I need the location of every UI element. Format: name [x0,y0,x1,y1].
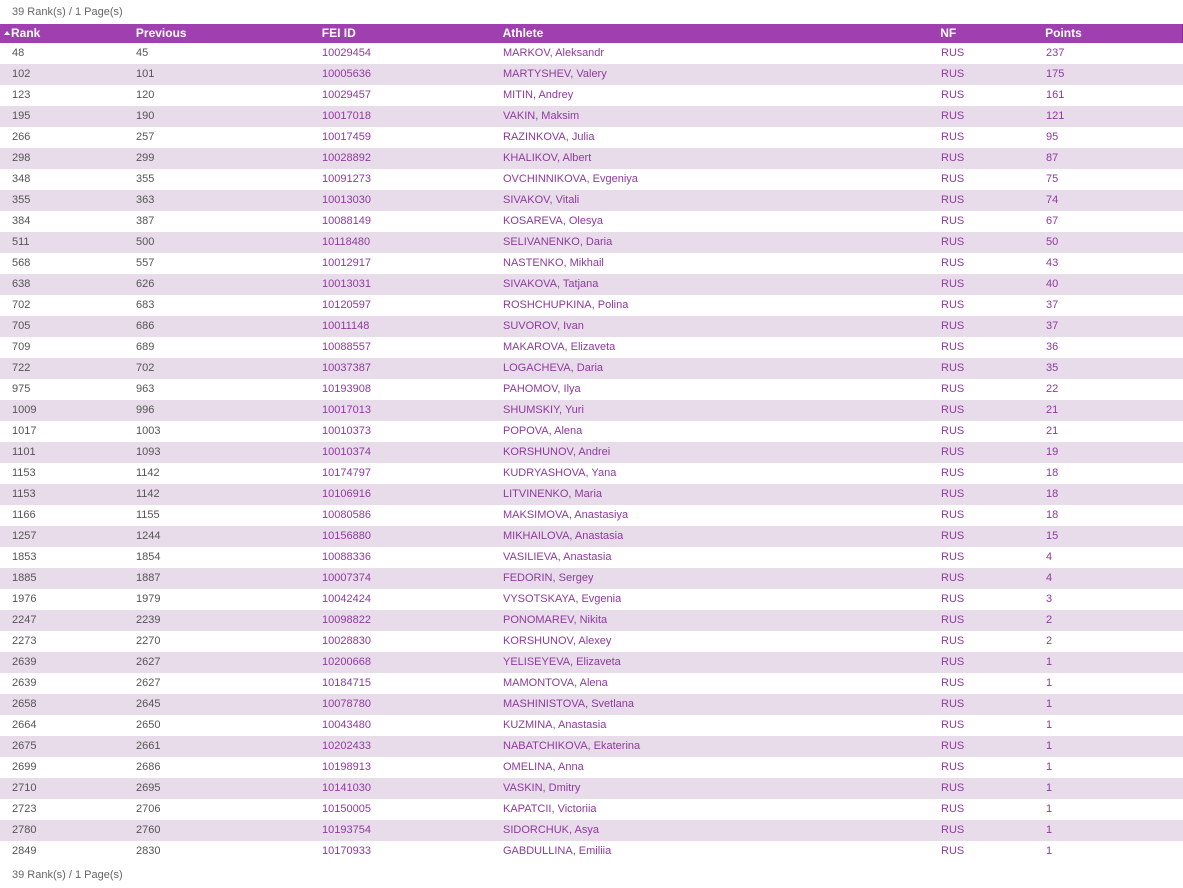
cell-fei-id-link[interactable]: 10011148 [322,320,370,332]
cell-points-link[interactable]: 21 [1046,404,1059,416]
cell-nf-link[interactable]: RUS [941,593,965,605]
cell-rank: 709 [12,341,31,353]
cell-previous: 1979 [136,593,161,605]
cell-points-link[interactable]: 175 [1046,68,1065,80]
cell-athlete-link[interactable]: MARTYSHEV, Valery [503,68,607,80]
table-row [0,841,1183,862]
cell-previous: 689 [136,341,155,353]
cell-fei-id-link[interactable]: 10174797 [322,467,371,479]
cell-nf-link[interactable]: RUS [941,740,965,752]
cell-previous: 1155 [136,509,160,521]
table-row [0,190,1183,211]
cell-rank: 48 [12,47,25,59]
cell-previous: 1003 [136,425,161,437]
cell-previous: 1244 [136,530,161,542]
cell-rank: 1976 [12,593,37,605]
cell-nf-link[interactable]: RUS [941,383,965,395]
cell-fei-id-link[interactable]: 10017013 [322,404,371,416]
table-row [0,778,1183,799]
cell-nf-link[interactable]: RUS [941,257,965,269]
cell-rank: 2780 [12,824,37,836]
results-summary-top: 39 Rank(s) / 1 Page(s) [12,6,123,18]
cell-nf-link[interactable]: RUS [941,89,965,101]
cell-points-link[interactable]: 50 [1046,236,1059,248]
table-row [0,547,1183,568]
column-header-fei-id[interactable]: FEI ID [321,26,356,40]
cell-points-link[interactable]: 1 [1046,677,1053,689]
cell-rank: 2699 [12,761,37,773]
cell-nf-link[interactable]: RUS [941,341,965,353]
cell-fei-id-link[interactable]: 10202433 [322,740,371,752]
cell-points-link[interactable]: 37 [1046,320,1059,332]
sort-ascending-icon [4,31,10,35]
cell-nf-link[interactable]: RUS [941,425,965,437]
cell-rank: 975 [12,383,31,395]
cell-fei-id-link[interactable]: 10078780 [322,698,371,710]
table-row [0,295,1183,316]
cell-athlete-link[interactable]: MITIN, Andrey [503,89,574,101]
cell-rank: 2639 [12,656,37,668]
cell-athlete-link[interactable]: KUDRYASHOVA, Yana [503,467,617,479]
cell-athlete-link[interactable]: KORSHUNOV, Andrei [503,446,611,458]
cell-previous: 557 [136,257,155,269]
table-row [0,106,1183,127]
cell-nf-link[interactable]: RUS [941,404,965,416]
cell-previous: 2270 [136,635,161,647]
column-header-athlete[interactable]: Athlete [502,26,544,40]
cell-previous: 2661 [136,740,161,752]
cell-athlete-link[interactable]: PONOMAREV, Nikita [503,614,608,626]
cell-rank: 1153 [12,467,36,479]
cell-previous: 1887 [136,572,161,584]
cell-previous: 2760 [136,824,161,836]
cell-previous: 355 [136,173,155,185]
table-row [0,442,1183,463]
cell-athlete-link[interactable]: MAKSIMOVA, Anastasiya [503,509,629,521]
cell-fei-id-link[interactable]: 10017459 [322,131,371,143]
cell-previous: 702 [136,362,155,374]
cell-nf-link[interactable]: RUS [941,236,965,248]
cell-previous: 387 [136,215,155,227]
cell-points-link[interactable]: 18 [1046,509,1059,521]
table-row [0,421,1183,442]
cell-fei-id-link[interactable]: 10010374 [322,446,371,458]
cell-previous: 2830 [136,845,161,857]
cell-nf-link[interactable]: RUS [941,215,965,227]
cell-points-link[interactable]: 2 [1046,614,1053,626]
table-row [0,253,1183,274]
cell-previous: 996 [136,404,155,416]
table-row [0,337,1183,358]
cell-nf-link[interactable]: RUS [941,47,965,59]
cell-nf-link[interactable]: RUS [941,824,965,836]
table-row [0,526,1183,547]
cell-nf-link[interactable]: RUS [941,131,965,143]
cell-rank: 702 [12,299,31,311]
table-row [0,799,1183,820]
cell-nf-link[interactable]: RUS [941,719,965,731]
cell-fei-id-link[interactable]: 10029457 [322,89,371,101]
cell-athlete-link[interactable]: KHALIKOV, Albert [503,152,592,164]
cell-points-link[interactable]: 161 [1046,89,1065,101]
cell-fei-id-link[interactable]: 10080586 [322,509,371,521]
cell-previous: 2706 [136,803,161,815]
cell-previous: 500 [136,236,155,248]
cell-points-link[interactable]: 36 [1046,341,1059,353]
cell-points-link[interactable]: 18 [1046,467,1059,479]
cell-nf-link[interactable]: RUS [941,614,965,626]
column-header-rank[interactable] [0,24,124,43]
table-row [0,85,1183,106]
cell-previous: 683 [136,299,155,311]
cell-points-link[interactable]: 22 [1046,383,1059,395]
cell-nf-link[interactable]: RUS [941,446,965,458]
table-row [0,610,1183,631]
cell-nf-link[interactable]: RUS [941,803,965,815]
cell-points-link[interactable]: 1 [1046,719,1053,731]
cell-athlete-link[interactable]: OMELINA, Anna [503,761,584,773]
cell-athlete-link[interactable]: RAZINKOVA, Julia [503,131,595,143]
cell-fei-id-link[interactable]: 10088336 [322,551,371,563]
cell-previous: 1854 [136,551,161,563]
column-header-previous[interactable]: Previous [135,26,187,40]
cell-athlete-link[interactable]: OVCHINNIKOVA, Evgeniya [503,173,638,185]
cell-points-link[interactable]: 74 [1046,194,1059,206]
cell-athlete-link[interactable]: KORSHUNOV, Alexey [503,635,612,647]
cell-rank: 355 [12,194,31,206]
cell-rank: 1101 [12,446,36,458]
cell-previous: 2686 [136,761,161,773]
cell-points-link[interactable]: 1 [1046,698,1053,710]
cell-points-link[interactable]: 75 [1046,173,1059,185]
cell-athlete-link[interactable]: SIVAKOVA, Tatjana [503,278,599,290]
cell-athlete-link[interactable]: VASKIN, Dmitry [503,782,581,794]
table-row [0,463,1183,484]
cell-points-link[interactable]: 1 [1046,656,1053,668]
cell-rank: 1257 [12,530,37,542]
cell-previous: 2627 [136,677,161,689]
table-row [0,694,1183,715]
table-row [0,43,1183,64]
table-row [0,232,1183,253]
cell-athlete-link[interactable]: POPOVA, Alena [503,425,583,437]
table-row [0,505,1183,526]
cell-fei-id-link[interactable]: 10120597 [322,299,371,311]
cell-points-link[interactable]: 121 [1046,110,1065,122]
cell-nf-link[interactable]: RUS [941,278,965,290]
cell-fei-id-link[interactable]: 10118480 [322,236,371,248]
cell-fei-id-link[interactable]: 10088149 [322,215,371,227]
cell-points-link[interactable]: 21 [1046,425,1059,437]
cell-fei-id-link[interactable]: 10200668 [322,656,371,668]
cell-previous: 2650 [136,719,161,731]
cell-points-link[interactable]: 1 [1046,761,1053,773]
cell-athlete-link[interactable]: NASTENKO, Mikhail [503,257,604,269]
cell-athlete-link[interactable]: YELISEYEVA, Elizaveta [503,656,621,668]
cell-points-link[interactable]: 87 [1046,152,1059,164]
cell-fei-id-link[interactable]: 10193908 [322,383,371,395]
cell-fei-id-link[interactable]: 10106916 [322,488,371,500]
table-row [0,316,1183,337]
cell-previous: 120 [136,89,155,101]
cell-fei-id-link[interactable]: 10198913 [322,761,371,773]
cell-rank: 102 [12,68,31,80]
results-summary-bottom: 39 Rank(s) / 1 Page(s) [12,869,123,881]
cell-fei-id-link[interactable]: 10029454 [322,47,371,59]
column-header-nf[interactable]: NF [940,26,957,40]
cell-athlete-link[interactable]: NABATCHIKOVA, Ekaterina [503,740,641,752]
cell-fei-id-link[interactable]: 10170933 [322,845,371,857]
cell-nf-link[interactable]: RUS [941,152,965,164]
cell-fei-id-link[interactable]: 10037387 [322,362,371,374]
column-header-points[interactable]: Points [1045,26,1082,40]
cell-points-link[interactable]: 15 [1046,530,1059,542]
cell-athlete-link[interactable]: KUZMINA, Anastasia [503,719,607,731]
cell-rank: 705 [12,320,31,332]
cell-previous: 45 [136,47,149,59]
cell-rank: 2639 [12,677,37,689]
cell-athlete-link[interactable]: SHUMSKIY, Yuri [503,404,584,416]
cell-rank: 568 [12,257,31,269]
table-row [0,211,1183,232]
cell-rank: 1153 [12,488,36,500]
cell-nf-link[interactable]: RUS [941,509,965,521]
cell-rank: 1166 [12,509,36,521]
cell-nf-link[interactable]: RUS [941,362,965,374]
cell-previous: 1142 [136,467,160,479]
cell-athlete-link[interactable]: SUVOROV, Ivan [503,320,584,332]
cell-fei-id-link[interactable]: 10013031 [322,278,371,290]
table-row [0,379,1183,400]
cell-athlete-link[interactable]: VYSOTSKAYA, Evgenia [503,593,622,605]
table-row [0,148,1183,169]
cell-fei-id-link[interactable]: 10043480 [322,719,371,731]
cell-previous: 686 [136,320,155,332]
cell-points-link[interactable]: 67 [1046,215,1059,227]
cell-athlete-link[interactable]: LOGACHEVA, Daria [503,362,604,374]
cell-previous: 257 [136,131,155,143]
cell-points-link[interactable]: 37 [1046,299,1059,311]
cell-nf-link[interactable]: RUS [941,488,965,500]
cell-points-link[interactable]: 1 [1046,803,1053,815]
table-row [0,631,1183,652]
cell-athlete-link[interactable]: GABDULLINA, Emiliia [503,845,612,857]
cell-previous: 1093 [136,446,161,458]
cell-previous: 190 [136,110,155,122]
cell-fei-id-link[interactable]: 10028830 [322,635,371,647]
cell-athlete-link[interactable]: PAHOMOV, Ilya [503,383,581,395]
cell-fei-id-link[interactable]: 10088557 [322,341,371,353]
table-row [0,589,1183,610]
cell-points-link[interactable]: 3 [1046,593,1053,605]
cell-athlete-link[interactable]: VAKIN, Maksim [503,110,580,122]
cell-fei-id-link[interactable]: 10141030 [322,782,371,794]
cell-previous: 299 [136,152,155,164]
cell-nf-link[interactable]: RUS [941,110,965,122]
cell-fei-id-link[interactable]: 10098822 [322,614,371,626]
cell-previous: 2645 [136,698,161,710]
cell-nf-link[interactable]: RUS [941,299,965,311]
cell-nf-link[interactable]: RUS [941,677,965,689]
table-row [0,358,1183,379]
cell-fei-id-link[interactable]: 10010373 [322,425,371,437]
table-row [0,652,1183,673]
cell-athlete-link[interactable]: LITVINENKO, Maria [503,488,603,500]
cell-fei-id-link[interactable]: 10007374 [322,572,371,584]
cell-points-link[interactable]: 4 [1046,572,1053,584]
cell-points-link[interactable]: 35 [1046,362,1059,374]
table-row [0,820,1183,841]
cell-nf-link[interactable]: RUS [941,572,965,584]
cell-previous: 2627 [136,656,161,668]
table-row [0,274,1183,295]
cell-athlete-link[interactable]: MAMONTOVA, Alena [503,677,608,689]
cell-nf-link[interactable]: RUS [941,635,965,647]
cell-nf-link[interactable]: RUS [941,761,965,773]
cell-athlete-link[interactable]: MIKHAILOVA, Anastasia [503,530,624,542]
cell-fei-id-link[interactable]: 10028892 [322,152,371,164]
cell-athlete-link[interactable]: VASILIEVA, Anastasia [503,551,612,563]
cell-nf-link[interactable]: RUS [941,845,965,857]
cell-rank: 2710 [12,782,37,794]
cell-athlete-link[interactable]: KAPATCII, Victoriia [503,803,597,815]
cell-fei-id-link[interactable]: 10042424 [322,593,371,605]
cell-rank: 511 [12,236,30,248]
cell-nf-link[interactable]: RUS [941,467,965,479]
cell-fei-id-link[interactable]: 10150005 [322,803,371,815]
cell-points-link[interactable]: 2 [1046,635,1053,647]
table-row [0,568,1183,589]
cell-points-link[interactable]: 1 [1046,824,1053,836]
cell-fei-id-link[interactable]: 10013030 [322,194,371,206]
cell-points-link[interactable]: 1 [1046,782,1053,794]
cell-athlete-link[interactable]: KOSAREVA, Olesya [503,215,604,227]
cell-rank: 2664 [12,719,37,731]
cell-points-link[interactable]: 19 [1046,446,1059,458]
cell-fei-id-link[interactable]: 10193754 [322,824,371,836]
cell-rank: 1853 [12,551,37,563]
cell-points-link[interactable]: 237 [1046,47,1065,59]
table-row [0,757,1183,778]
cell-athlete-link[interactable]: MAKAROVA, Elizaveta [503,341,616,353]
cell-rank: 195 [12,110,31,122]
cell-previous: 363 [136,194,155,206]
cell-rank: 2723 [12,803,37,815]
cell-rank: 1017 [12,425,37,437]
cell-fei-id-link[interactable]: 10017018 [322,110,371,122]
cell-fei-id-link[interactable]: 10005636 [322,68,371,80]
cell-rank: 2849 [12,845,37,857]
table-row [0,169,1183,190]
cell-rank: 298 [12,152,31,164]
table-row [0,715,1183,736]
cell-rank: 384 [12,215,31,227]
cell-points-link[interactable]: 40 [1046,278,1059,290]
cell-nf-link[interactable]: RUS [941,68,965,80]
cell-previous: 2239 [136,614,161,626]
cell-nf-link[interactable]: RUS [941,782,965,794]
cell-previous: 626 [136,278,155,290]
table-row [0,736,1183,757]
cell-rank: 1009 [12,404,37,416]
cell-athlete-link[interactable]: MASHINISTOVA, Svetlana [503,698,635,710]
cell-fei-id-link[interactable]: 10184715 [322,677,371,689]
cell-rank: 2273 [12,635,37,647]
cell-rank: 1885 [12,572,37,584]
cell-athlete-link[interactable]: SELIVANENKO, Daria [503,236,613,248]
cell-rank: 722 [12,362,31,374]
cell-points-link[interactable]: 1 [1046,740,1053,752]
cell-athlete-link[interactable]: ROSHCHUPKINA, Polina [503,299,629,311]
cell-points-link[interactable]: 95 [1046,131,1059,143]
cell-rank: 2658 [12,698,37,710]
cell-points-link[interactable]: 43 [1046,257,1059,269]
table-row [0,127,1183,148]
cell-nf-link[interactable]: RUS [941,194,965,206]
cell-nf-link[interactable]: RUS [941,320,965,332]
cell-rank: 266 [12,131,31,143]
cell-fei-id-link[interactable]: 10091273 [322,173,371,185]
cell-athlete-link[interactable]: MARKOV, Aleksandr [503,47,605,59]
cell-athlete-link[interactable]: FEDORIN, Sergey [503,572,594,584]
cell-rank: 638 [12,278,31,290]
cell-nf-link[interactable]: RUS [941,698,965,710]
cell-points-link[interactable]: 4 [1046,551,1053,563]
cell-previous: 963 [136,383,155,395]
cell-previous: 101 [136,68,155,80]
cell-nf-link[interactable]: RUS [941,173,965,185]
table-body [0,43,1183,862]
cell-fei-id-link[interactable]: 10012917 [322,257,371,269]
cell-nf-link[interactable]: RUS [941,551,965,563]
cell-rank: 348 [12,173,31,185]
table-header [0,24,1183,43]
cell-rank: 123 [12,89,31,101]
table-row [0,400,1183,421]
cell-rank: 2247 [12,614,37,626]
cell-nf-link[interactable]: RUS [941,530,965,542]
cell-nf-link[interactable]: RUS [941,656,965,668]
cell-points-link[interactable]: 18 [1046,488,1059,500]
ranking-table [0,24,1183,862]
cell-fei-id-link[interactable]: 10156880 [322,530,371,542]
table-row [0,673,1183,694]
cell-points-link[interactable]: 1 [1046,845,1053,857]
cell-athlete-link[interactable]: SIDORCHUK, Asya [503,824,599,836]
cell-rank: 2675 [12,740,37,752]
table-row [0,64,1183,85]
cell-previous: 2695 [136,782,161,794]
table-row [0,484,1183,505]
column-header-rank-label: Rank [11,26,41,40]
cell-previous: 1142 [136,488,160,500]
cell-athlete-link[interactable]: SIVAKOV, Vitali [503,194,580,206]
